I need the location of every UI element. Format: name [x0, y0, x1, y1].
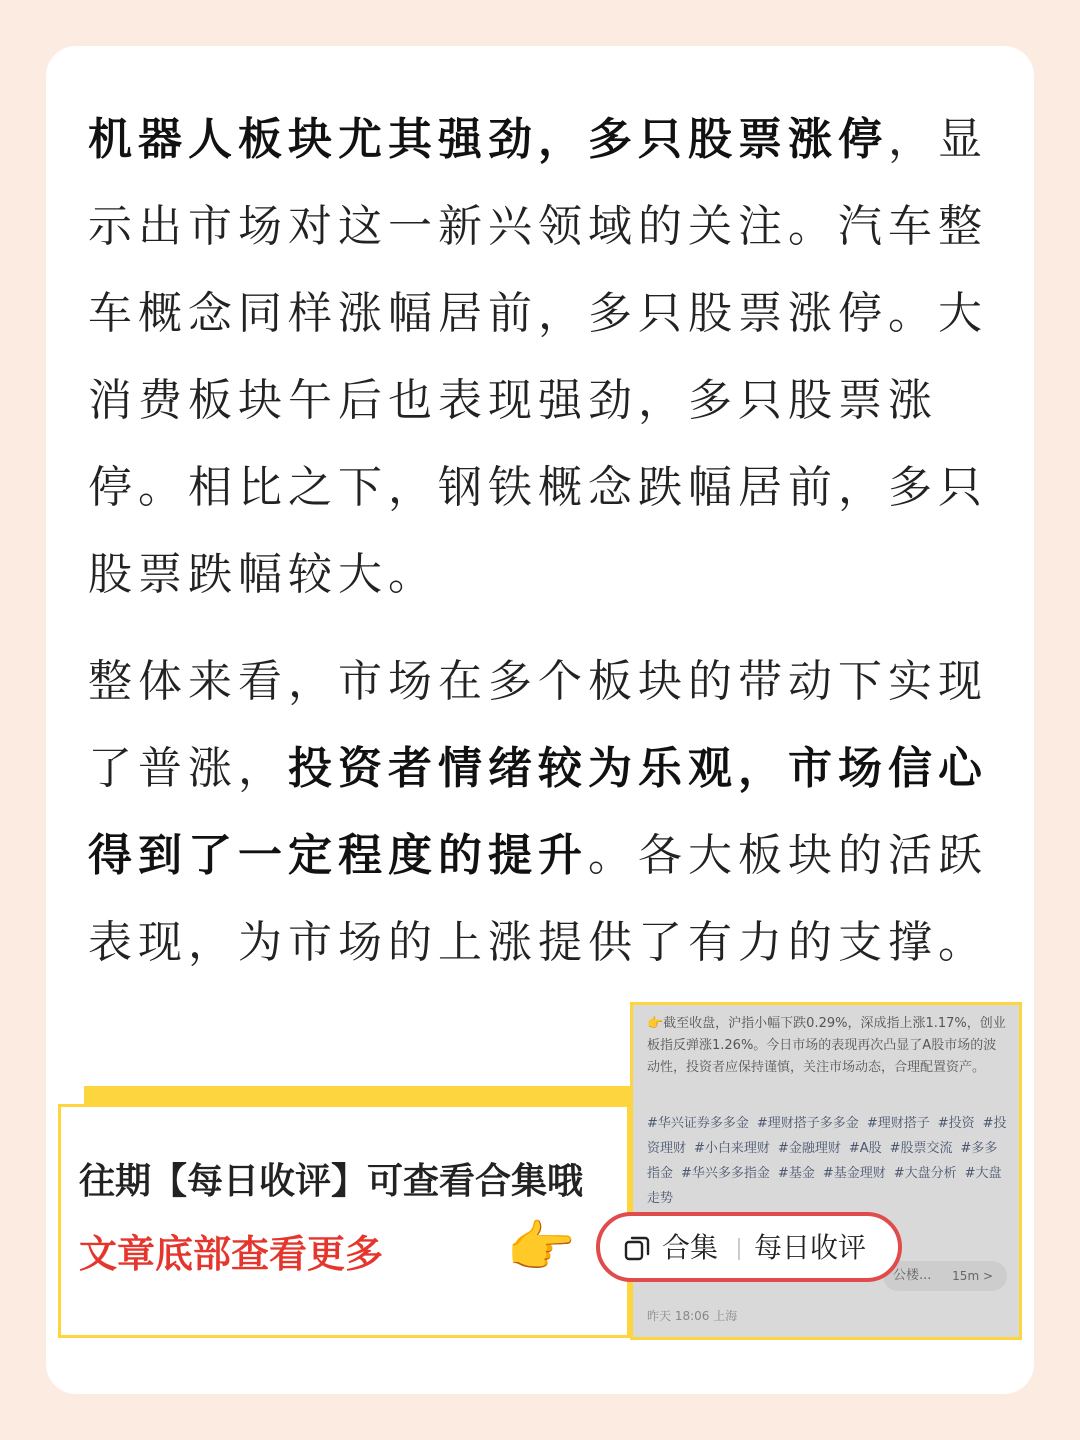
hashtag[interactable]: #金融理财 — [777, 1141, 841, 1156]
hashtag[interactable]: #股票交流 — [889, 1141, 953, 1156]
promo-subtitle: 文章底部查看更多 — [79, 1232, 384, 1276]
divider — [738, 1238, 740, 1260]
hashtag[interactable]: #投资 — [937, 1116, 975, 1131]
collection-button[interactable] — [596, 1212, 902, 1282]
hashtag[interactable]: #小白来理财 — [694, 1141, 770, 1156]
hashtag[interactable]: #基金理财 — [822, 1166, 886, 1181]
highlight-text: 机器人板块尤其强劲，多只股票涨停 — [88, 114, 888, 165]
post-date: 昨天 18:06 上海 — [647, 1309, 738, 1323]
article-paragraph-2 — [88, 638, 994, 986]
promo-title: 往期【每日收评】可查看合集哦 — [79, 1161, 584, 1202]
article-body — [88, 96, 994, 1006]
hashtag[interactable]: #多多指金 — [647, 1141, 998, 1181]
collection-icon — [624, 1235, 650, 1261]
article-paragraph-1 — [88, 96, 994, 618]
hashtag[interactable]: #华兴多多指金 — [681, 1166, 770, 1181]
hashtag[interactable]: #A股 — [848, 1141, 882, 1156]
paragraph-text: 。各大板块的活跃表现，为市场的上涨提供了有力的支撑。 — [88, 830, 988, 968]
comment-text: 公楼... — [893, 1268, 932, 1283]
comment-time: 15m > — [952, 1269, 993, 1283]
hashtag[interactable]: #华兴证券多多金 — [647, 1116, 749, 1131]
highlight-text: 投资者情绪较为乐观，市场信心得到了一定程度的提升 — [88, 743, 988, 881]
hashtag[interactable]: #理财搭子多多金 — [756, 1116, 859, 1131]
collection-label: 合集 — [662, 1231, 719, 1264]
hashtag[interactable]: #投资理财 — [647, 1116, 1007, 1156]
screenshot-tags — [647, 1111, 1009, 1211]
paragraph-text: 整体来看，市场在多个板块的带动下实现了普涨， — [88, 656, 988, 794]
promo-accent-bar — [84, 1086, 634, 1106]
collection-name: 每日收评 — [754, 1231, 867, 1264]
comment-pill[interactable] — [883, 1261, 1007, 1291]
pointing-hand-icon: 👉 — [506, 1215, 576, 1280]
paragraph-text: ，显示出市场对这一新兴领域的关注。汽车整车概念同样涨幅居前，多只股票涨停。大消费板块午后也表现强劲，多只股票涨停。相比之下，钢铁概念跌幅居前，多只股票跌幅较大。 — [88, 114, 988, 600]
embedded-screenshot — [630, 1002, 1022, 1340]
hashtag[interactable]: #基金 — [777, 1166, 815, 1181]
hashtag[interactable]: #大盘走势 — [647, 1166, 1002, 1206]
screenshot-summary: 👉截至收盘，沪指小幅下跌0.29%，深成指上涨1.17%，创业板指反弹涨1.26%。今日市场的表现再次凸显了A股市场的波动性，投资者应保持谨慎，关注市场动态，合理配置资产。 — [647, 1016, 1006, 1075]
hashtag[interactable]: #理财搭子 — [866, 1116, 930, 1131]
hashtag[interactable]: #大盘分析 — [893, 1166, 957, 1181]
